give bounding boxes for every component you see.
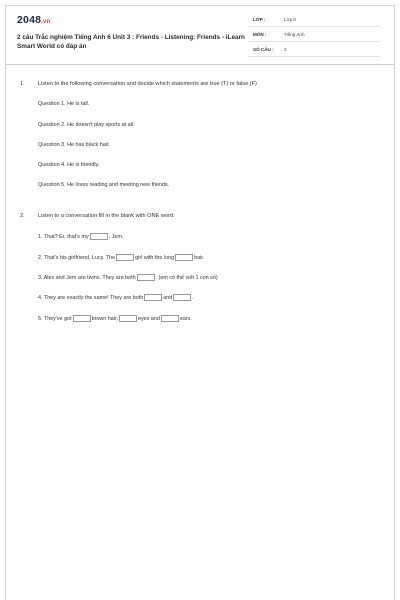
fill-line-3-text-a: 3. Alex and Jem are twins. They are both: [38, 274, 136, 281]
fill-line-4-text-b: and: [163, 294, 173, 301]
meta-row-subject: [248, 29, 380, 42]
logo-number: 2048: [17, 14, 42, 26]
meta-value-subject: Tiếng Anh: [284, 32, 305, 37]
blank-1[interactable]: [90, 233, 108, 240]
fill-line-2: [38, 254, 204, 261]
fill-line-5-text-a: 5. They've got: [38, 315, 72, 322]
document-title: 2 câu Trắc nghiệm Tiếng Anh 6 Unit 3 : Friends - Listening: Friends - iLearn Smart World có đáp án: [17, 34, 245, 50]
fill-line-2-text-a: 2. That's his girlfriend, Lucy. The: [38, 254, 116, 261]
meta-label-grade: LỚP :: [253, 17, 266, 22]
meta-row-count: [248, 44, 380, 57]
question-1-item-5: Question 5. He loves reading and meeting new friends.: [38, 182, 170, 188]
fill-line-1-text-b: , Jem.: [108, 233, 124, 240]
question-1-item-1: Question 1. He is tall.: [38, 101, 90, 107]
fill-line-4-text-a: 4. They are exactly the same! They are both: [38, 294, 144, 301]
fill-line-2-text-b: girl with the long: [135, 254, 175, 261]
fill-line-4: [38, 294, 194, 301]
meta-label-count: SỐ CÂU :: [253, 47, 274, 52]
question-1-item-4: Question 4. He is friendly.: [38, 162, 100, 168]
fill-line-4-text-c: .: [192, 294, 194, 301]
question-1-item-3: Question 3. He has black hair.: [38, 142, 110, 148]
fill-line-2-text-c: hair.: [194, 254, 205, 261]
question-2-number: 2.: [20, 213, 25, 219]
meta-row-grade: [248, 14, 380, 27]
meta-label-subject: MÔN :: [253, 32, 267, 37]
blank-5c[interactable]: [161, 315, 179, 322]
header-divider: [5, 64, 394, 65]
worksheet-page: [5, 5, 395, 600]
blank-3[interactable]: [137, 274, 155, 281]
fill-line-1-text-a: 1. That? Er, that's my: [38, 233, 89, 240]
logo-domain: .vn: [41, 19, 51, 25]
fill-line-5-text-b: brown hair,: [91, 315, 118, 322]
fill-line-3-text-b: . (em có thể viết 1 con số): [155, 274, 218, 281]
blank-4b[interactable]: [173, 294, 191, 301]
fill-line-1: [38, 233, 123, 240]
question-2-prompt: Listen to a conversation fill in the blank with ONE word.: [38, 213, 175, 219]
meta-value-grade: Lớp 6: [284, 17, 296, 22]
blank-5a[interactable]: [73, 315, 91, 322]
question-1-item-2: Question 2. He doesn't play sports at all.: [38, 122, 135, 128]
fill-line-5-text-d: ears.: [179, 315, 192, 322]
blank-2b[interactable]: [175, 254, 193, 261]
question-1-number: 1.: [20, 81, 25, 87]
site-logo[interactable]: [17, 14, 50, 26]
question-1-prompt: Listen to the following conversation and decide which statements are true (T) or false (F): [38, 81, 257, 87]
blank-2a[interactable]: [116, 254, 134, 261]
fill-line-3: [38, 274, 218, 281]
fill-line-5: [38, 315, 192, 322]
blank-4a[interactable]: [144, 294, 162, 301]
blank-5b[interactable]: [119, 315, 137, 322]
fill-line-5-text-c: eyes and: [137, 315, 160, 322]
meta-value-count: 2: [284, 47, 287, 52]
